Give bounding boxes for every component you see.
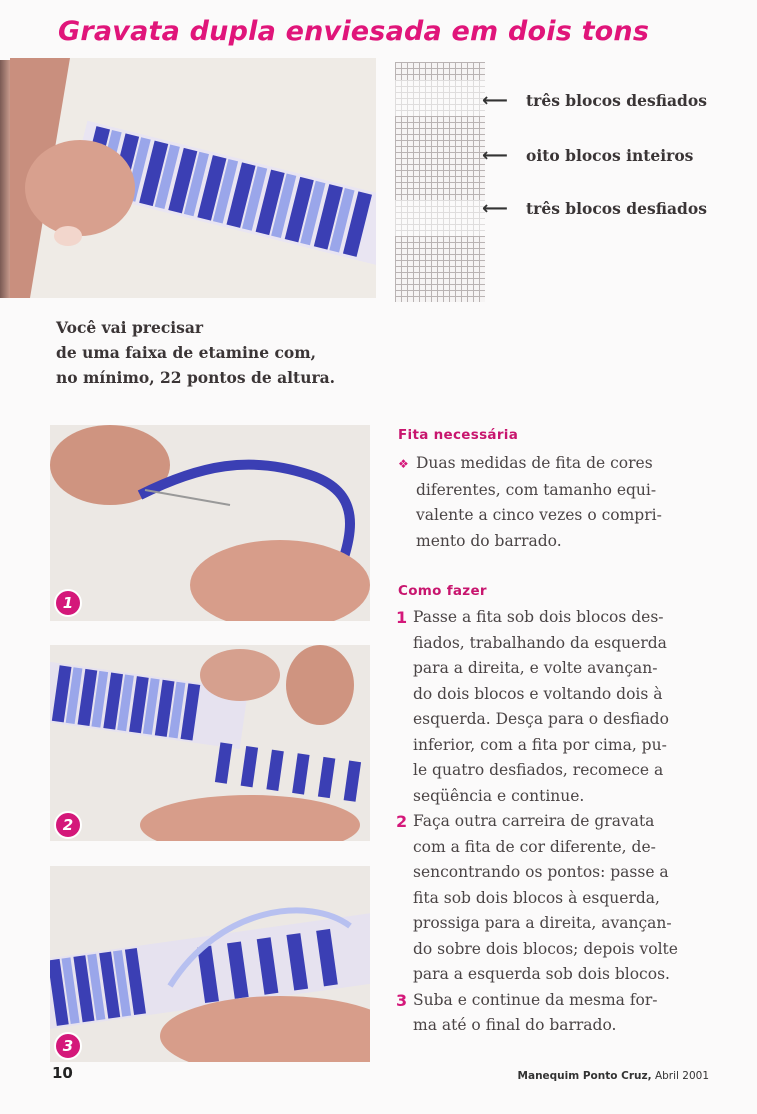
step-line bbox=[396, 605, 712, 631]
page-edge-strip bbox=[0, 60, 10, 298]
page-number: 10 bbox=[52, 1064, 73, 1082]
fita-line: valente a cinco vezes o compri- bbox=[416, 506, 662, 524]
diamond-bullet-icon: ❖ bbox=[398, 457, 409, 471]
step-line: prossiga para a direita, avançan- bbox=[413, 914, 672, 932]
publication-name: Manequim Ponto Cruz, bbox=[517, 1070, 652, 1082]
intro-line: no mínimo, 22 pontos de altura. bbox=[56, 368, 336, 387]
step-3-photo bbox=[50, 866, 370, 1062]
step-text: Faça outra carreira de gravata bbox=[413, 812, 655, 830]
instruction-step bbox=[396, 988, 712, 1039]
fita-line: mento do barrado. bbox=[416, 531, 562, 550]
diagram-label: três blocos desfiados bbox=[526, 91, 707, 110]
page-title: Gravata dupla enviesada em dois tons bbox=[58, 16, 650, 47]
section-heading-como-fazer: Como fazer bbox=[398, 583, 487, 599]
step-line: le quatro desfiados, recomece a bbox=[413, 761, 664, 779]
step-line: fita sob dois blocos à esquerda, bbox=[413, 888, 660, 907]
step-line bbox=[396, 988, 712, 1014]
step-line: do dois blocos e voltando dois à bbox=[413, 684, 663, 703]
footer-credit bbox=[518, 1070, 709, 1082]
fita-line bbox=[398, 451, 712, 478]
section-heading-fita: Fita necessária bbox=[398, 427, 519, 443]
intro-line: de uma faixa de etamine com, bbox=[56, 343, 317, 362]
etamine-grid-diagram bbox=[395, 62, 485, 302]
left-arrow-icon: ⟵ bbox=[482, 144, 508, 166]
step-line: sencontrando os pontos: passe a bbox=[413, 863, 669, 881]
publication-date: Abril 2001 bbox=[654, 1070, 709, 1082]
step-badge: 3 bbox=[54, 1032, 82, 1060]
step-1-photo bbox=[50, 425, 370, 621]
frayed-band-bottom bbox=[395, 200, 485, 236]
instruction-step bbox=[396, 605, 712, 809]
instructions bbox=[396, 605, 712, 1039]
step-line: com a fita de cor diferente, de- bbox=[413, 837, 656, 856]
step-line: para a direita, e volte avançan- bbox=[413, 659, 658, 677]
step-number: 2 bbox=[396, 812, 408, 831]
step-number: 3 bbox=[396, 990, 408, 1010]
diagram-label-row bbox=[482, 199, 707, 218]
step-text: Suba e continue da mesma for- bbox=[413, 990, 658, 1009]
step-line: inferior, com a fita por cima, pu- bbox=[413, 735, 667, 754]
frayed-band-top bbox=[395, 80, 485, 116]
fita-description bbox=[398, 451, 712, 554]
materials-intro bbox=[56, 315, 356, 390]
intro-line: Você vai precisar bbox=[56, 318, 204, 337]
step-line: do sobre dois blocos; depois volte bbox=[413, 939, 678, 958]
step-text: Passe a fita sob dois blocos des- bbox=[413, 608, 664, 626]
diagram-label: oito blocos inteiros bbox=[526, 146, 694, 165]
step-line: ma até o final do barrado. bbox=[413, 1016, 617, 1034]
diagram-label: três blocos desfiados bbox=[526, 199, 707, 218]
step-line: fiados, trabalhando da esquerda bbox=[413, 633, 667, 652]
step-line: esquerda. Desça para o desfiado bbox=[413, 710, 669, 728]
left-arrow-icon: ⟵ bbox=[482, 197, 508, 219]
fita-text: Duas medidas de fita de cores bbox=[416, 454, 653, 472]
diagram-label-row bbox=[482, 146, 693, 165]
step-badge: 1 bbox=[54, 589, 82, 617]
left-arrow-icon: ⟵ bbox=[482, 89, 508, 111]
step-2-photo bbox=[50, 645, 370, 841]
fita-line: diferentes, com tamanho equi- bbox=[416, 480, 657, 499]
hero-photo bbox=[10, 58, 376, 298]
instruction-step bbox=[396, 809, 712, 988]
diagram-label-row bbox=[482, 91, 707, 110]
step-line: seqüência e continue. bbox=[413, 786, 585, 805]
step-line: para a esquerda sob dois blocos. bbox=[413, 965, 670, 983]
step-badge: 2 bbox=[54, 811, 82, 839]
step-number: 1 bbox=[396, 608, 408, 627]
step-line bbox=[396, 809, 712, 835]
